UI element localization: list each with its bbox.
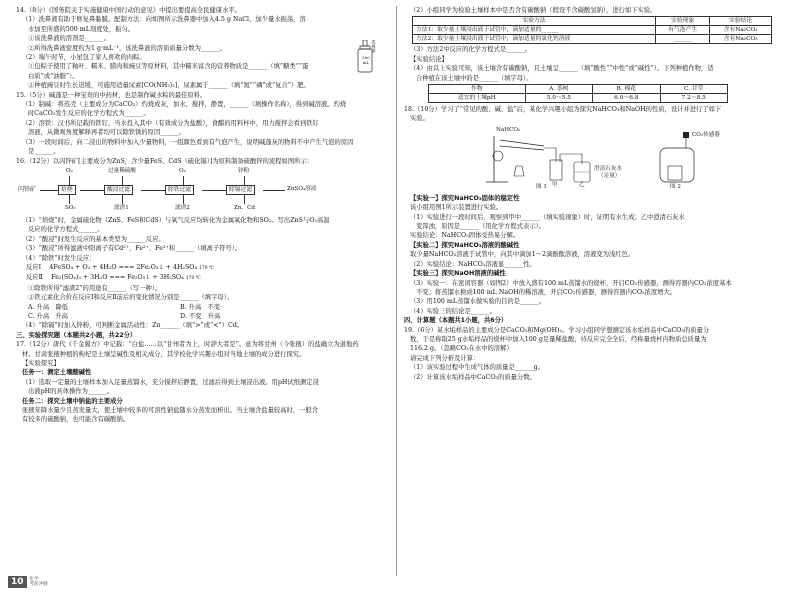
table-cell: A. 茶树 (525, 85, 592, 94)
flow-arrow (69, 176, 70, 185)
table-cell: 适宜的土壤pH (429, 94, 526, 103)
q18-e2b: （2）实验结论：NaHCO₃溶液显______性。 (410, 260, 536, 268)
q15-p3: （3）一段时间后，向二浸出的物料中加入少量物料，一组颜色看到有气泡产生，说明碱蓬灰的物料不中产生气泡的原因 (22, 138, 354, 146)
q18-head2: 实验。 (410, 115, 429, 123)
q17-task2: 任务二：探究土壤中钠盐的主要成分 (22, 397, 123, 405)
flow-arrow (80, 190, 104, 191)
page-footer (8, 576, 48, 588)
label-limewater: 澄清石灰水 (594, 165, 622, 172)
q14-p1c: ①该洗鼻液的溶剂是______。 (28, 35, 110, 43)
q16-p4: ①除铁所得“滤渣2”的用途有______（写一种）。 (28, 284, 162, 292)
q19-p1b: 116.2 g。（忽略CO₂在水中的溶解） (410, 345, 513, 353)
flow-arrow (122, 195, 123, 204)
q14-p2c: 白质”或“油脂”）。 (28, 72, 79, 80)
flow-arrow (69, 195, 70, 204)
footer-subtitle (30, 577, 48, 587)
left-column (16, 6, 388, 425)
table-cell: 含有Na₂CO₃ (710, 26, 772, 35)
q16-p2: （2）“酸浸”时发生反应的基本类型为______反应。 (22, 235, 165, 243)
q18-e3d: （4）实验三的结论是______。 (410, 307, 496, 315)
q17-p4: （4）由以上实验可知，该土壤含有碳酸钠，且土壤呈______（填“酸性”“中性”或“碱性”）。下列种植作物，适 (410, 65, 714, 73)
q17-t1p: （1）选取一定量的土壤样本加入足量蒸馏水，充分搅拌后静置，过滤后得到土壤浸出液。用pH试纸测定浸 (22, 378, 319, 386)
flow-arrow (244, 195, 245, 204)
label-limewater-note: （足量） (598, 172, 621, 179)
flow-arrow (183, 176, 184, 185)
experiment-1-title: 【实验一】探究NaHCO₃固体的稳定性 (410, 194, 520, 202)
table-cell: ______ (656, 35, 710, 44)
q17-head: 17.（12分）唐代《千金翼方》中记载：“白盐……以“甘州者为上，时辞大者是”。意为将甘州（今张掖）的盐确立为道地药 (16, 341, 359, 349)
flow-arrow (202, 190, 226, 191)
label-nahco3: NaHCO₃ (496, 126, 521, 133)
flow-start-label: 闪锌矿 (18, 185, 37, 193)
flow-box-cd-removal: 除镉过滤 (226, 185, 255, 195)
q18-e1d: 实验结论：NaHCO₃固体受热易分解。 (410, 232, 520, 240)
table-cell: 5.0～5.5 (525, 94, 592, 103)
q18-e1a: 该小组用图1所示装置进行实验。 (410, 204, 503, 212)
flow-residue-3: Zn、Cd (234, 204, 255, 211)
q18-head: 18.（10分）学习了“常见的酸、碱、盐”后，某化学兴趣小组为探究NaHCO₃和NaOH的性质，设计并进行了如下 (404, 106, 722, 114)
equation-2-condition: 170 ℃ (185, 276, 201, 282)
flow-arrow (263, 190, 285, 191)
flow-end-label: ZnSO₄溶液 (287, 185, 317, 192)
table-cell: 方法2：取少量土壤浸出液于试管中，滴加适量的氯化钙溶液 (413, 35, 656, 44)
q14-p2b: ①包粽子使用了籼叶、糯米、腊肉和豌豆等原材料，其中糯米富含的营养物质是______（填“糖类”“蛋 (28, 63, 309, 71)
flow-so2-output: SO₂ (65, 204, 76, 211)
q17-experiment-table (412, 16, 772, 44)
figure-1-caption: 图 1 (536, 183, 547, 190)
experiment-2-title: 【实验二】探究NaHCO₃溶液的酸碱性 (410, 241, 520, 249)
process-flow-diagram (16, 168, 388, 214)
flow-o2-input-1: O₂ (66, 167, 73, 174)
table-header-cell: 实验方法 (413, 17, 656, 26)
q14-p1d: ②所得洗鼻液密度约为1 g·mL⁻¹，该洗鼻液的溶质质量分数为______。 (28, 44, 227, 52)
flow-zn-input: 锌粉 (238, 167, 250, 174)
q15-p2: （2）溶铁：汉书所记载的铁钉，当水投入其中（有效成分为盐酸），食醋的用料杯中，用力搅拌会看到铁钉 (22, 119, 319, 127)
equation-2 (16, 273, 388, 283)
section-4-title: 四、计算题（本题共1小题，共6分） (404, 317, 508, 325)
q16-head: 16.（12分）以闪锌矿[主要成分为ZnS，含少量FeS、CdS（硫化镉）]为原料制备硫酸锌的流程如图所示： (16, 157, 314, 165)
table-cell: 有气泡产生 (656, 26, 710, 35)
column-divider (396, 6, 397, 576)
footer-subject: 化学 (29, 577, 39, 582)
table-cell: 含有Na₂CO₃ (710, 35, 772, 44)
q17-p2: （2）小组同学为检验土壤样本中是否含有碳酸钠（假设不含碳酸氢钠），进行如下实验。 (410, 7, 657, 14)
section-3-title: 三、实验探究题（本题共2小题，共22分） (16, 331, 137, 339)
bottle-volume-mark: 500 mL (362, 55, 370, 65)
q19-head: 19.（6分）某水垢样品的主要成分是CaCO₃和Mg(OH)₂。学习小组同学想测定该水垢样品中CaCO₃的质量分 (404, 326, 710, 334)
flow-box-iron-removal: 除铁过滤 (165, 185, 194, 195)
q15-head: 15.（5分）碱蓬是一种宝贵的中药材，也是制作碱水粽的最佳原料。 (16, 91, 207, 99)
table-header-row (413, 17, 772, 26)
equation-2-body: Fe₂(SO₄)₃ + 3H₂O === Fe₂O₃↓ + 3H₂SO₄ (51, 274, 184, 282)
q18-e3c: （3）用100 mL蒸馏水做实验的目的是______。 (410, 298, 546, 306)
flow-arrow (122, 176, 123, 185)
q18-e2a: 取少量NaHCO₃溶液于试管中，向其中滴加1～2滴酚酞溶液，溶液变为浅红色。 (410, 251, 635, 259)
table-header-cell: 实验现象 (656, 17, 710, 26)
flow-residue-1: 滤渣1 (114, 204, 129, 211)
q16-p5: （4）“除镉”时加入锌粉，可判断金属活动性：Zn______（填“>”或“<”）Cd。 (22, 322, 244, 330)
figure-2-caption: 图 2 (670, 183, 681, 190)
q15-p1: （1）制碱：将蒸壳（主要成分为CaCO₃）灼烧成灰，加水，搅拌，静置，______（填操作名称），得到碱溶液。灼烧 (22, 101, 347, 109)
q17-t2p: 张掖年降水量少且蒸发量大，使土壤中较多的可溶性钠盐随水分蒸发而析出。当土壤含盐量较高时，一般含 (22, 407, 318, 415)
nose-wash-bottle-figure (355, 40, 377, 74)
q17-head2: 材。甘肃张掖种植的枸杞是土壤呈碱性及相关成分，其学校化学兴趣小组对当地土壤的成分进行探究。 (22, 350, 306, 358)
label-co2-sensor: CO₂传感器 (692, 131, 720, 138)
q16-p3: （4）“除铁”时发生反应： (22, 254, 96, 262)
flow-o2-input-2: O₂ (179, 167, 186, 174)
q19-p2: （1）该实验过程中生成气体的质量是______g。 (410, 364, 544, 372)
table-cell: 作物 (429, 85, 526, 94)
table-header-cell: 实验结论 (710, 17, 772, 26)
q14-p1: （1）洗鼻液有助于修复鼻黏膜。配制方法：向如图所示洗鼻器中加入4.5 g NaCl，加少量水振荡，溶 (22, 16, 306, 24)
table-row (413, 35, 772, 44)
flow-residue-2: 滤渣2 (175, 204, 190, 211)
table-cell: C. 甘草 (660, 85, 727, 94)
equation-1-label: 反应Ⅰ (26, 263, 42, 271)
q16-options-row-1 (16, 303, 388, 312)
flow-acid-input: 过量稀硫酸 (108, 167, 136, 174)
q15-p2b: 溶液，从微观角度解释再者均可以除铁锈的原因______。 (28, 129, 186, 137)
equation-1-condition: 170 ℃ (199, 265, 215, 271)
q19-p1c: 请完成下列分析及计算： (410, 354, 480, 362)
q16-options-row-2 (16, 312, 388, 321)
q17-t1pb: 出液pH的具体操作为______。 (28, 388, 114, 396)
flow-arrow (40, 190, 58, 191)
label-yi: 乙 (579, 181, 585, 188)
q15-p3b: 是______。 (28, 148, 60, 156)
q19-p3: （2）计算该水垢样品中CaCO₃的质量分数。 (410, 373, 536, 381)
q17-task1: 任务一：测定土壤酸碱性 (22, 369, 92, 377)
q17-tag: 【实验探究】 (22, 360, 60, 367)
table-cell: B. 棉花 (593, 85, 660, 94)
q17-conclusion-tag: 【实验结论】 (410, 55, 448, 63)
flow-arrow (244, 176, 245, 185)
q14-head: 14.（8分）《国务院关于实施健康中国行动的意见》中提出要提高全民健康水平。 (16, 7, 241, 14)
option-c: C. 升高 升高 (28, 312, 69, 320)
q14-p2: （2）端午时节，小星包了家人喜欢的肉粽。 (22, 54, 146, 62)
option-a: A. 升高 降低 (28, 303, 69, 311)
table-row (429, 94, 728, 103)
table-row (429, 85, 728, 94)
q18-e3b: 不变；将蒸馏水换成100 mL NaOH的稀溶液，开启CO₂传感器，测得容器内CO₂浓度增大。 (416, 288, 677, 296)
equation-2-label: 反应Ⅱ (26, 274, 43, 282)
q16-p2b: （3）“酸浸”所得滤液中阳离子有Cd²⁺、Fe²⁺、Fe³⁺和______（填离子符号）。 (22, 245, 242, 253)
option-d: D. 不变 升高 (180, 312, 221, 320)
option-b: B. 升高 不变 (180, 303, 221, 311)
q14-p2d: ②种植豌豆时生长迟缓，可施用适量尿素[CO(NH₂)₂]，尿素属于______（填“氮”“磷”或“复合”）肥。 (28, 82, 310, 90)
flow-arrow (141, 190, 165, 191)
experiment-3-title: 【实验三】探究NaOH溶液的碱性 (410, 270, 506, 278)
equation-1-body: 4FeSO₄ + O₂ + 4H₂O === 2Fe₂O₃↓ + 4H₂SO₄ (49, 263, 197, 271)
q16-p1b: 反应的化学方程式______。 (28, 226, 104, 234)
table-row (413, 26, 772, 35)
bottle-label: 洗鼻器 (371, 40, 377, 53)
page-number: 10 (8, 576, 27, 588)
crop-ph-table (428, 84, 728, 103)
q16-p1: （1）“焙烧”时，金属硫化物（ZnS、FeS和CdS）与氧气反应均转化为金属氧化物和SO₂。写出ZnS与O₂高温 (22, 216, 330, 224)
q18-e3a: （3）实验一：在密闭容器（如图2）中放入盛有100 mL蒸馏水的烧杯，开启CO₂传感器，测得容器内CO₂浓度基本 (410, 279, 732, 287)
q16-p4b: ②铁元素化合价在反应Ⅰ和反应Ⅱ前后的变化情况分别是______（填字母）。 (28, 294, 234, 302)
table-cell: 7.2～8.5 (660, 94, 727, 103)
q17-t2pb: 有较多的硫酸钠，也可能含有碳酸钠。 (22, 416, 130, 424)
flow-box-roast: 焙烧 (58, 185, 76, 195)
equation-1 (16, 263, 388, 273)
right-column (404, 6, 786, 382)
flow-box-acid-leach: 酸浸过滤 (104, 185, 133, 195)
flow-arrow (183, 195, 184, 204)
q15-p1b: 时CaCO₃发生反应的化学方程式为______。 (28, 110, 150, 118)
q17-p3: （3）方法2中反应的化学方程式是______。 (410, 46, 532, 54)
q19-p1: 数，于是称取25 g水垢样品的烧杯中加入100 g足量稀盐酸，待反应完全全后，经称量烧杯内物质总质量为 (410, 335, 707, 343)
q14-p1b: 水加至所盛的500 mL刻度处，振匀。 (28, 25, 135, 33)
q18-e1c: 变浑浊，原因是______（用化学方程式表示）。 (416, 223, 546, 231)
q18-figures (404, 126, 786, 192)
table-cell: 方法1：取少量土壤浸出液于试管中，滴加适量的______ (413, 26, 656, 35)
q18-e1b: （1）实验进行一段时间后，观察到甲中______（填实验现象）时，证明有水生成；乙中澄清石灰水 (410, 213, 685, 221)
label-jia: 甲 (552, 181, 558, 188)
q17-p4b: 合种植在该土壤中的是______（填字母）。 (416, 74, 533, 82)
apparatus-drawing (404, 126, 786, 192)
footer-series: 考前冲刺 (29, 582, 48, 587)
table-cell: 6.0～6.8 (593, 94, 660, 103)
